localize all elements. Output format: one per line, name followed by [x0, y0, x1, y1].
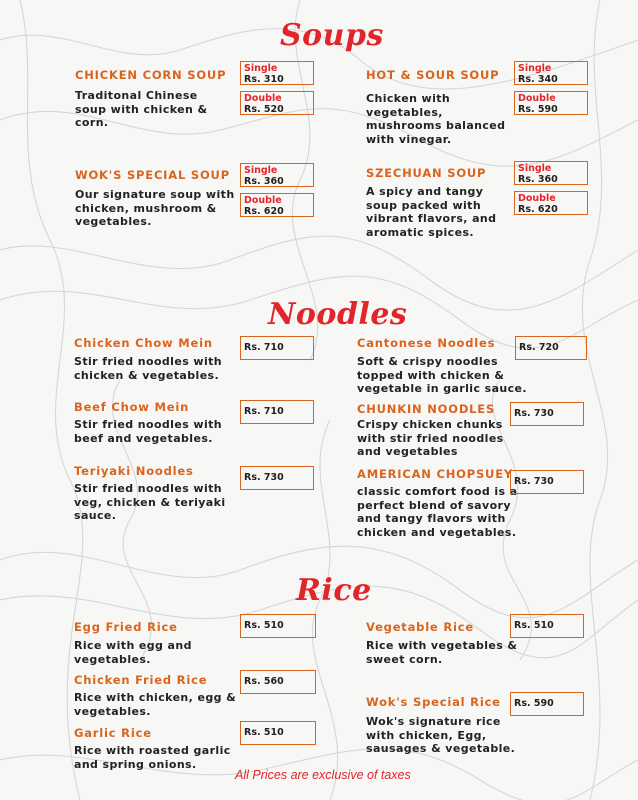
- price-value: Rs. 590: [518, 104, 558, 115]
- price-box: [240, 336, 314, 360]
- item-description: Wok's signature rice with chicken, Egg, sausages & vegetable.: [366, 715, 516, 755]
- price-value: Rs. 560: [244, 676, 284, 687]
- item-name: CHUNKIN NOODLES: [357, 402, 496, 416]
- item-name: Beef Chow Mein: [74, 400, 190, 414]
- price-value: Rs. 590: [514, 698, 554, 709]
- item-description: Traditonal Chinese soup with chicken & corn.: [75, 89, 208, 129]
- item-description: Crispy chicken chunks with stir fried noodles and vegetables: [357, 418, 504, 458]
- item-name: Teriyaki Noodles: [74, 464, 194, 478]
- item-description: Our signature soup with chicken, mushroom & vegetables.: [75, 188, 235, 228]
- price-label-double: Double: [518, 193, 556, 204]
- price-value: Rs. 710: [244, 342, 284, 353]
- price-label-single: Single: [518, 163, 552, 174]
- item-description: Stir fried noodles with beef and vegetables.: [74, 418, 222, 445]
- section-title-noodles: Noodles: [268, 297, 408, 332]
- item-description: A spicy and tangy soup packed with vibrant flavors, and aromatic spices.: [366, 185, 497, 239]
- price-box-double: [240, 193, 314, 217]
- price-value: Rs. 710: [244, 406, 284, 417]
- price-box-single: [240, 61, 314, 85]
- price-box: [510, 692, 584, 716]
- price-label-double: Double: [518, 93, 556, 104]
- price-value: Rs. 510: [244, 620, 284, 631]
- item-name: AMERICAN CHOPSUEY: [357, 467, 513, 481]
- item-name: Chicken Chow Mein: [74, 336, 213, 350]
- price-box: [240, 670, 316, 694]
- item-description: Stir fried noodles with veg, chicken & teriyaki sauce.: [74, 482, 226, 522]
- price-value: Rs. 730: [514, 476, 554, 487]
- item-description: Rice with roasted garlic and spring onions.: [74, 744, 231, 771]
- price-value: Rs. 340: [518, 74, 558, 85]
- price-value: Rs. 360: [518, 174, 558, 185]
- price-value: Rs. 310: [244, 74, 284, 85]
- price-box-double: [514, 91, 588, 115]
- price-label-double: Double: [244, 195, 282, 206]
- item-name: Egg Fried Rice: [74, 620, 178, 634]
- item-description: Rice with chicken, egg & vegetables.: [74, 691, 237, 718]
- price-label-single: Single: [244, 63, 278, 74]
- item-description: Chicken with vegetables, mushrooms balanced with vinegar.: [366, 92, 506, 146]
- price-box: [240, 400, 314, 424]
- item-name: Garlic Rice: [74, 726, 152, 740]
- item-description: Rice with vegetables & sweet corn.: [366, 639, 518, 666]
- price-value: Rs. 620: [518, 204, 558, 215]
- price-label-single: Single: [244, 165, 278, 176]
- item-description: Soft & crispy noodles topped with chicken & vegetable in garlic sauce.: [357, 355, 527, 395]
- price-value: Rs. 360: [244, 176, 284, 187]
- item-name: WOK'S SPECIAL SOUP: [75, 168, 230, 182]
- price-box: [510, 614, 584, 638]
- price-box: [240, 466, 314, 490]
- price-box-double: [240, 91, 314, 115]
- price-value: Rs. 510: [514, 620, 554, 631]
- price-box: [515, 336, 587, 360]
- item-description: Rice with egg and vegetables.: [74, 639, 192, 666]
- item-name: CHICKEN CORN SOUP: [75, 68, 227, 82]
- tax-note: All Prices are exclusive of taxes: [235, 768, 411, 782]
- item-name: HOT & SOUR SOUP: [366, 68, 500, 82]
- price-value: Rs. 620: [244, 206, 284, 217]
- price-box-single: [240, 163, 314, 187]
- item-name: Vegetable Rice: [366, 620, 474, 634]
- price-label-double: Double: [244, 93, 282, 104]
- section-title-rice: Rice: [296, 573, 372, 608]
- price-box-double: [514, 191, 588, 215]
- price-value: Rs. 720: [519, 342, 559, 353]
- item-name: Chicken Fried Rice: [74, 673, 208, 687]
- item-name: Wok's Special Rice: [366, 695, 501, 709]
- price-box-single: [514, 61, 588, 85]
- price-box: [510, 470, 584, 494]
- price-box: [240, 614, 316, 638]
- price-box: [510, 402, 584, 426]
- price-box: [240, 721, 316, 745]
- price-value: Rs. 510: [244, 727, 284, 738]
- section-title-soups: Soups: [280, 18, 384, 53]
- price-box-single: [514, 161, 588, 185]
- price-label-single: Single: [518, 63, 552, 74]
- item-name: SZECHUAN SOUP: [366, 166, 487, 180]
- price-value: Rs. 730: [244, 472, 284, 483]
- item-description: classic comfort food is a perfect blend of savory and tangy flavors with chicken and vegetables.: [357, 485, 518, 539]
- price-value: Rs. 730: [514, 408, 554, 419]
- item-description: Stir fried noodles with chicken & vegetables.: [74, 355, 222, 382]
- price-value: Rs. 520: [244, 104, 284, 115]
- item-name: Cantonese Noodles: [357, 336, 496, 350]
